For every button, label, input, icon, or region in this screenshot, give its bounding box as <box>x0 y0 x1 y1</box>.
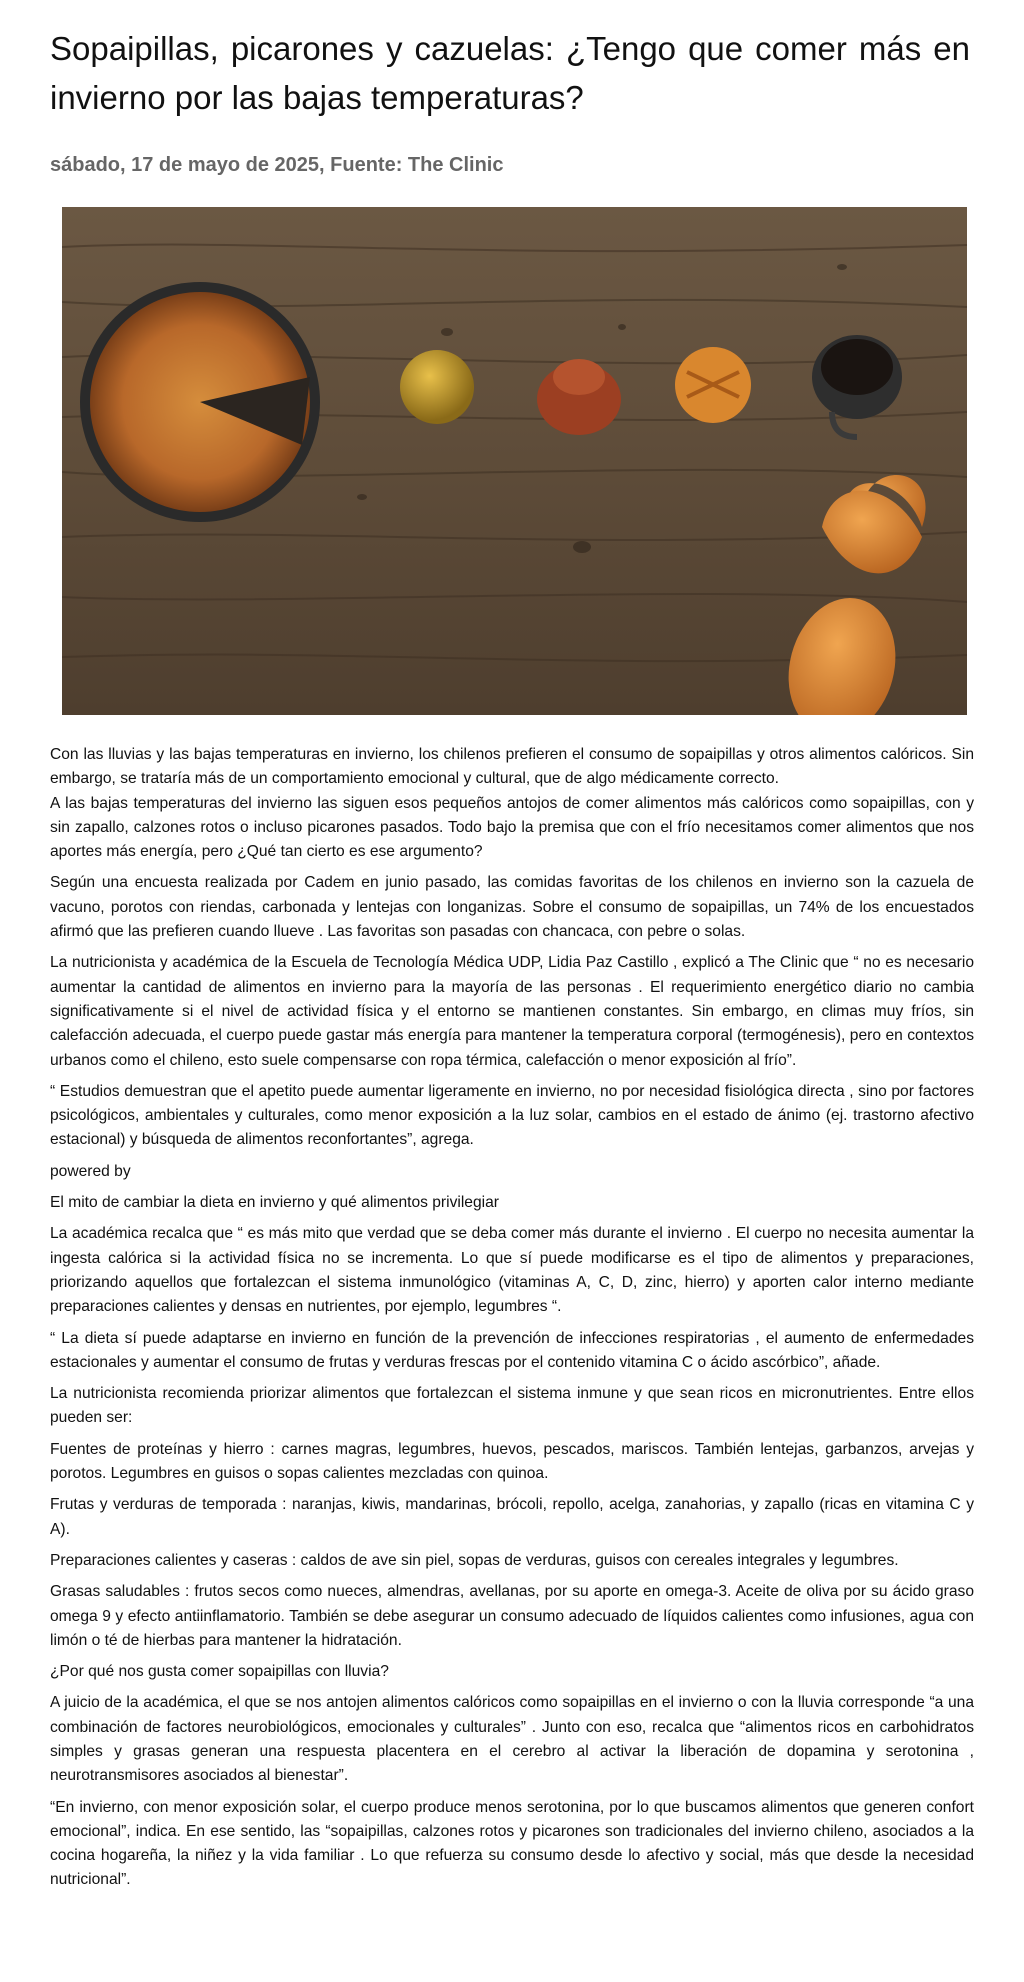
list-item: Frutas y verduras de temporada : naranjas, kiwis, mandarinas, brócoli, repollo, acelga, zanahorias, y zapallo (ricas en vitamina C y A). <box>50 1496 974 1538</box>
paragraph: “ Estudios demuestran que el apetito puede aumentar ligeramente en invierno, no por necesidad fisiológica directa , sino por factores psicológicos, ambientales y culturales, como menor exposición a la luz solar, cambios en el estado de ánimo (ej. trastorno afectivo estacional) y búsqueda de alimentos reconfortantes”, agrega. <box>50 1082 974 1149</box>
article-meta: sábado, 17 de mayo de 2025, Fuente: The Clinic <box>50 154 504 176</box>
paragraph: A juicio de la académica, el que se nos antojen alimentos calóricos como sopaipillas en el invierno o con la lluvia corresponde “a una combinación de factores neurobiológicos, emocionales y culturales” . Junto con eso, recalca que “alimentos ricos en carbohidratos simples y grasas generan una respuesta placentera en el cerebro al activar la liberación de dopamina y serotonina , neurotransmisores asociados al bienestar”. <box>50 1694 974 1785</box>
list-item: Grasas saludables : frutos secos como nueces, almendras, avellanas, por su aporte en omega-3. Aceite de oliva por su ácido graso omega 9 y efecto antiinflamatorio. También se debe asegurar un consumo adecuado de líquidos calientes como infusiones, agua con limón o té de hierbas para mantener la hidratación. <box>50 1583 974 1649</box>
paragraph: “ La dieta sí puede adaptarse en invierno en función de la prevención de infecciones respiratorias , el aumento de enfermedades estacionales y aumentar el consumo de frutas y verduras frescas por el contenido vitamina C o ácido ascórbico”, añade. <box>50 1329 974 1371</box>
paragraph: “En invierno, con menor exposición solar, el cuerpo produce menos serotonina, por lo que buscamos alimentos que generen confort emocional”, indica. En ese sentido, las “sopaipillas, calzones rotos y picarones son tradicionales del invierno chileno, asociados a la cocina hogareña, la niñez y la vida familiar . Lo que refuerza su consumo desde lo afectivo y social, más que desde la necesidad nutricional”. <box>50 1798 974 1889</box>
paragraph: La nutricionista recomienda priorizar alimentos que fortalezcan el sistema inmune y que sean ricos en micronutrientes. Entre ellos pueden ser: <box>50 1385 974 1427</box>
article-body <box>50 743 974 1893</box>
article-title: Sopaipillas, picarones y cazuelas: ¿Tengo que comer más en invierno por las bajas temperaturas? <box>50 30 970 116</box>
paragraph: Según una encuesta realizada por Cadem en junio pasado, las comidas favoritas de los chilenos en invierno son la cazuela de vacuno, porotos con riendas, carbonada y lentejas con longanizas. Sobre el consumo de sopaipillas, un 74% de los encuestados afirmó que las prefieren cuando llueve . Las favoritas son pasadas con chancaca, con pebre o solas. <box>50 874 974 941</box>
paragraph: Con las lluvias y las bajas temperaturas en invierno, los chilenos prefieren el consumo de sopaipillas y otros alimentos calóricos. Sin embargo, se trataría más de un comportamiento emocional y cultural, que de algo médicamente correcto. <box>50 746 974 788</box>
paragraph: La nutricionista y académica de la Escuela de Tecnología Médica UDP, Lidia Paz Castillo , explicó a The Clinic que “ no es necesario aumentar la cantidad de alimentos en invierno para la mayoría de las personas . El requerimiento energético diario no cambia significativamente si el nivel de actividad física y el entorno se mantienen constantes. Sin embargo, en climas muy fríos, sin calefacción adecuada, el cuerpo puede gastar más energía para mantener la temperatura corporal (termogénesis), pero en contextos urbanos como el chileno, esto suele compensarse con ropa térmica, calefacción o menor exposición al frío”. <box>50 954 974 1069</box>
subheading: El mito de cambiar la dieta en invierno y qué alimentos privilegiar <box>50 1194 499 1212</box>
list-item: Fuentes de proteínas y hierro : carnes magras, legumbres, huevos, pescados, mariscos. También lentejas, garbanzos, arvejas y porotos. Legumbres en guisos o sopas calientes mezcladas con quinoa. <box>50 1440 974 1483</box>
hero-image <box>62 207 967 715</box>
list-item: Preparaciones calientes y caseras : caldos de ave sin piel, sopas de verduras, guisos con cereales integrales y legumbres. <box>50 1551 899 1569</box>
paragraph: La académica recalca que “ es más mito que verdad que se deba comer más durante el invierno . El cuerpo no necesita aumentar la ingesta calórica si la actividad física no se incrementa. Lo que sí puede modificarse es el tipo de alimentos y preparaciones, priorizando aquellos que fortalezcan el sistema inmunológico (vitaminas A, C, D, zinc, hierro) y aporten calor interno mediante preparaciones calientes y densas en nutrientes, por ejemplo, legumbres “. <box>50 1225 974 1316</box>
paragraph: A las bajas temperaturas del invierno las siguen esos pequeños antojos de comer alimentos más calóricos como sopaipillas, con y sin zapallo, calzones rotos o incluso picarones pasados. Todo bajo la premisa que con el frío necesitamos comer alimentos que nos aportes más energía, pero ¿Qué tan cierto es ese argumento? <box>50 794 974 861</box>
powered-by: powered by <box>50 1162 131 1180</box>
subheading: ¿Por qué nos gusta comer sopaipillas con lluvia? <box>50 1663 389 1681</box>
article <box>0 24 1024 1893</box>
